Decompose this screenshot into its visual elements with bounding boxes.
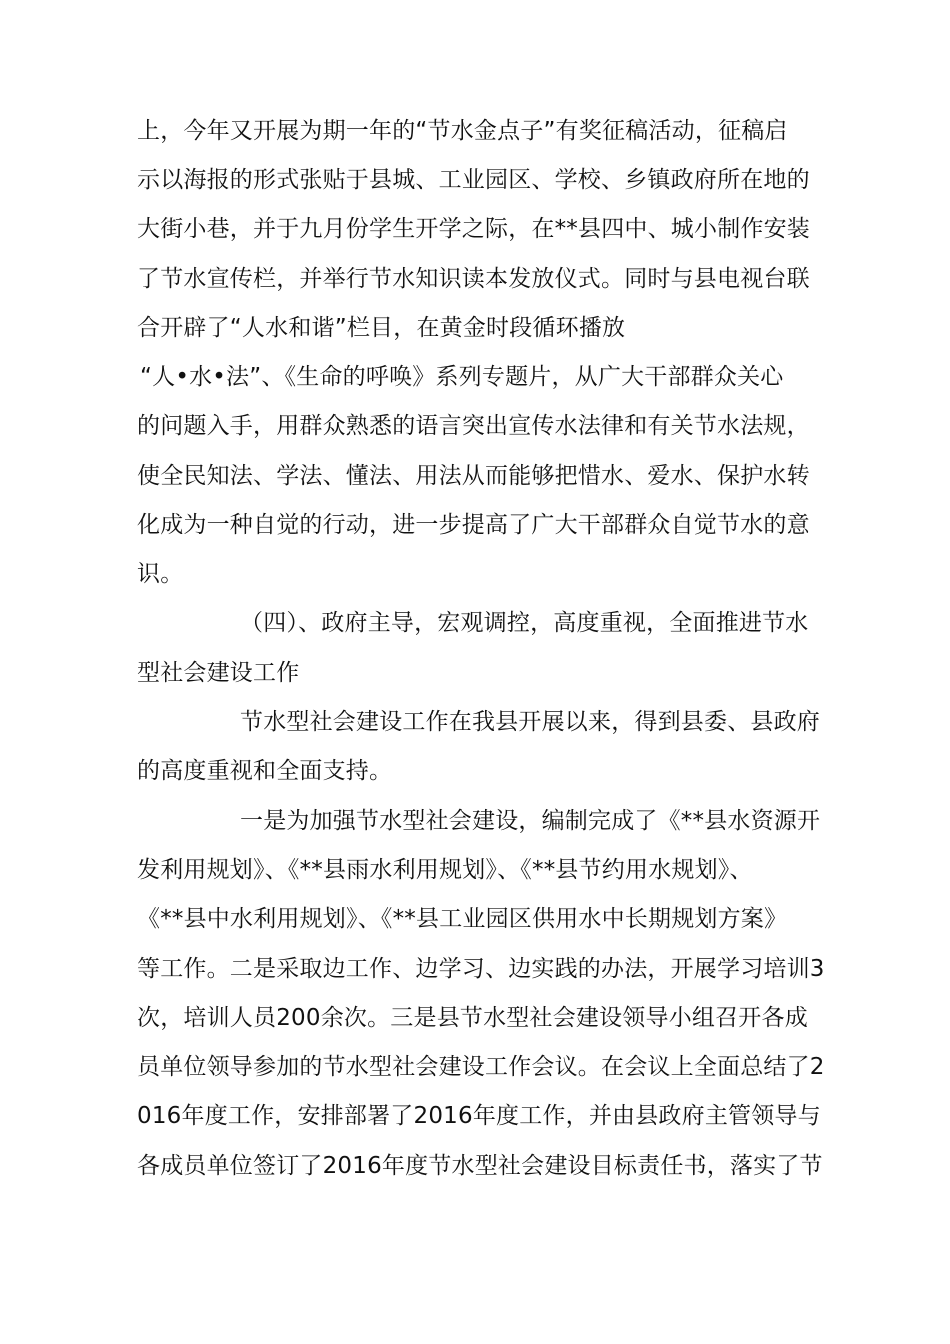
text-line: 识。 [137, 561, 184, 587]
text-line: 化成为一种自觉的行动，进一步提高了广大干部群众自觉节水的意 [137, 512, 810, 538]
text-line: 使全民知法、学法、懂法、用法从而能够把惜水、爱水、保护水转 [137, 463, 810, 489]
text-line: 各成员单位签订了2016年度节水型社会建设目标责任书，落实了节 [137, 1153, 823, 1179]
text-line: 次，培训人员200余次。三是县节水型社会建设领导小组召开各成 [137, 1005, 808, 1031]
text-line: 发利用规划》、《**县雨水利用规划》、《**县节约用水规划》、 [137, 857, 753, 883]
paragraph-start: 节水型社会建设工作在我县开展以来，得到县委、县政府 [240, 709, 820, 735]
text-line: 等工作。二是采取边工作、边学习、边实践的办法，开展学习培训3 [137, 956, 825, 982]
text-line: 示以海报的形式张贴于县城、工业园区、学校、乡镇政府所在地的 [137, 167, 810, 193]
paragraph-start: 一是为加强节水型社会建设，编制完成了《**县水资源开 [240, 808, 821, 834]
text-line: 了节水宣传栏，并举行节水知识读本发放仪式。同时与县电视台联 [137, 266, 810, 292]
section-heading-continued: 型社会建设工作 [137, 660, 300, 686]
text-line: “人•水•法”、《生命的呼唤》系列专题片，从广大干部群众关心 [140, 364, 784, 390]
text-line: 的问题入手，用群众熟悉的语言突出宣传水法律和有关节水法规， [137, 413, 810, 439]
text-line: 合开辟了“人水和谐”栏目，在黄金时段循环播放 [137, 315, 626, 341]
text-line: 上，今年又开展为期一年的“节水金点子”有奖征稿活动，征稿启 [137, 118, 788, 144]
section-heading: （四）、政府主导，宏观调控，高度重视，全面推进节水 [240, 610, 809, 636]
text-line: 的高度重视和全面支持。 [137, 758, 393, 784]
text-line: 员单位领导参加的节水型社会建设工作会议。在会议上全面总结了2 [137, 1054, 825, 1080]
text-line: 016年度工作，安排部署了2016年度工作，并由县政府主管领导与 [137, 1103, 821, 1129]
text-line: 《**县中水利用规划》、《**县工业园区供用水中长期规划方案》 [137, 906, 788, 932]
text-line: 大街小巷，并于九月份学生开学之际，在**县四中、城小制作安装 [137, 216, 810, 242]
